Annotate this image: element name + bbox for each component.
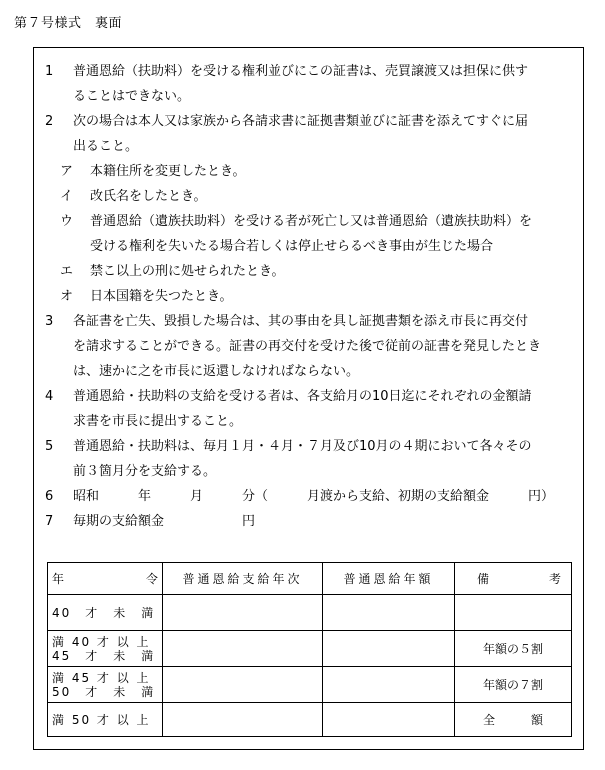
sub-item-label: エ — [60, 264, 74, 279]
line-text: 禁こ以上の刑に処せられたとき。 — [90, 264, 285, 279]
payment-years-cell — [163, 631, 323, 667]
payment-years-cell — [163, 703, 323, 737]
line-5 — [45, 439, 532, 455]
annual-amount-cell — [323, 631, 455, 667]
line-1 — [45, 64, 528, 80]
line-text: 次の場合は本人又は家族から各請求書に証拠書類並びに証書を添えてすぐに届 — [73, 114, 529, 129]
line-1-cont — [73, 89, 190, 105]
line-4-cont — [73, 414, 242, 430]
line-text: 普通恩給（遺族扶助料）を受ける者が死亡し又は普通恩給（遺族扶助料）を — [90, 214, 533, 229]
item-number: 7 — [45, 514, 54, 529]
sub-item-label: イ — [60, 189, 74, 204]
form-title: 第７号様式 裏面 — [14, 16, 123, 31]
table-row — [48, 703, 572, 737]
line-2-cont — [73, 139, 138, 155]
line-text: 改氏名をしたとき。 — [90, 189, 207, 204]
line-text: 求書を市長に提出すること。 — [73, 414, 243, 429]
line-text: 日本国籍を失つたとき。 — [90, 289, 233, 304]
line-text: 受ける権利を失いたる場合若しくは停止せらるべき事由が生じた場合 — [90, 239, 494, 254]
line-2-i — [60, 189, 206, 205]
item-number: 3 — [45, 314, 54, 329]
header-payment-years: 普通恩給支給年次 — [163, 563, 323, 595]
line-6 — [45, 489, 554, 505]
table-header-row — [48, 563, 572, 595]
line-text: ることはできない。 — [73, 89, 191, 104]
line-5-cont — [73, 464, 216, 480]
line-2-u — [60, 214, 532, 230]
line-2-e — [60, 264, 284, 280]
line-2-o — [60, 289, 232, 305]
remarks-cell: 全 額 — [455, 703, 572, 737]
item-number: 1 — [45, 64, 54, 79]
line-3-cont-1 — [73, 339, 541, 355]
age-cell: 満 45 才 以 上 50 才 未 満 — [48, 667, 163, 703]
age-cell: 満 50 才 以 上 — [48, 703, 163, 737]
table-row — [48, 631, 572, 667]
remarks-cell: 年額の５割 — [455, 631, 572, 667]
line-text: 普通恩給（扶助料）を受ける権利並びにこの証書は、売買譲渡又は担保に供す — [73, 64, 529, 79]
line-text: 普通恩給・扶助料の支給を受ける者は、各支給月の10日迄にそれぞれの金額請 — [73, 389, 532, 404]
line-2 — [45, 114, 528, 130]
line-2-u-cont — [90, 239, 493, 255]
table-row — [48, 667, 572, 703]
item-number: 5 — [45, 439, 54, 454]
item-number: 4 — [45, 389, 54, 404]
line-2-a — [60, 164, 245, 180]
line-4 — [45, 389, 532, 405]
table-row — [48, 595, 572, 631]
payment-years-cell — [163, 667, 323, 703]
age-cell: 40 才 未 満 — [48, 595, 163, 631]
annual-amount-cell — [323, 667, 455, 703]
item-number: 6 — [45, 489, 54, 504]
header-age: 年 令 — [48, 563, 163, 595]
sub-item-label: ウ — [60, 214, 74, 229]
line-text: を請求することができる。証書の再交付を受けた後で従前の証書を発見したとき — [73, 339, 542, 354]
payment-years-cell — [163, 595, 323, 631]
remarks-cell: 年額の７割 — [455, 667, 572, 703]
line-text: 昭和 年 月 分（ 月渡から支給、初期の支給額金 円） — [73, 489, 555, 504]
line-text: 普通恩給・扶助料は、毎月１月・４月・７月及び10月の４期において各々その — [73, 439, 532, 454]
pension-table — [47, 562, 572, 737]
annual-amount-cell — [323, 595, 455, 631]
remarks-cell — [455, 595, 572, 631]
line-7 — [45, 514, 255, 530]
header-annual-amount: 普通恩給年額 — [323, 563, 455, 595]
header-remarks: 備 考 — [455, 563, 572, 595]
line-text: 各証書を亡失、毀損した場合は、其の事由を具し証拠書類を添え市長に再交付 — [73, 314, 529, 329]
line-3-cont-2 — [73, 364, 359, 380]
line-3 — [45, 314, 528, 330]
item-number: 2 — [45, 114, 54, 129]
annual-amount-cell — [323, 703, 455, 737]
line-text: 本籍住所を変更したとき。 — [90, 164, 246, 179]
line-text: 前３箇月分を支給する。 — [73, 464, 217, 479]
line-text: 毎期の支給額金 円 — [73, 514, 256, 529]
sub-item-label: オ — [60, 289, 74, 304]
line-text: は、速かに之を市長に返還しなければならない。 — [73, 364, 360, 379]
line-text: 出ること。 — [73, 139, 139, 154]
age-cell: 満 40 才 以 上 45 才 未 満 — [48, 631, 163, 667]
sub-item-label: ア — [60, 164, 74, 179]
